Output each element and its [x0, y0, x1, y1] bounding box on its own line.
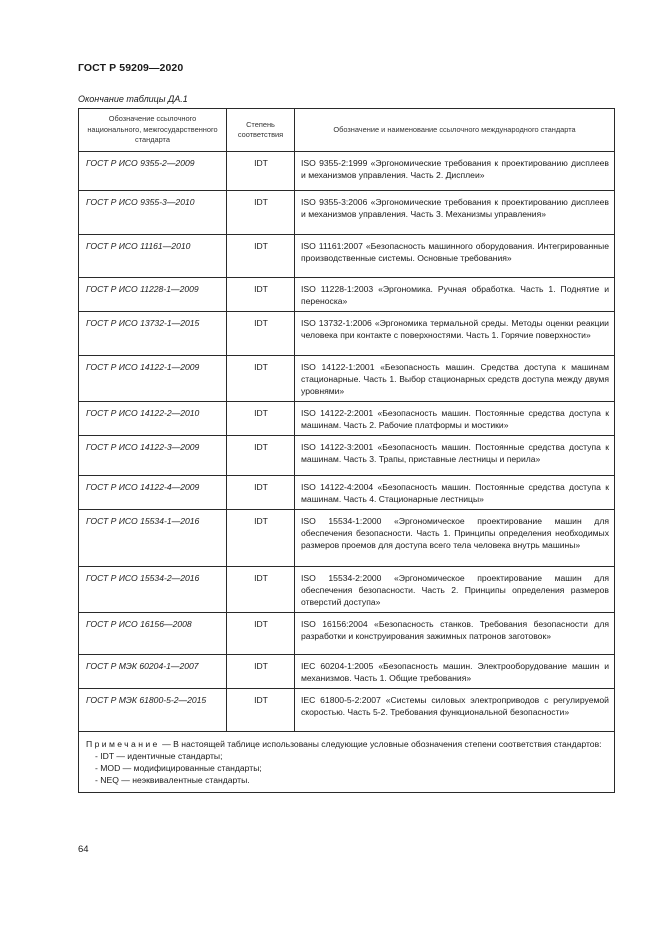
- national-standard-cell: ГОСТ Р МЭК 61800-5-2—2015: [79, 689, 227, 732]
- column-header-national: Обозначение ссылочного национального, межгосударственного стандарта: [79, 109, 227, 152]
- degree-cell: IDT: [227, 613, 295, 655]
- national-standard-cell: ГОСТ Р ИСО 9355-3—2010: [79, 191, 227, 235]
- table-row: [79, 613, 615, 655]
- reference-standards-table: [78, 108, 615, 793]
- table-row: [79, 312, 615, 356]
- national-standard-cell: ГОСТ Р ИСО 13732-1—2015: [79, 312, 227, 356]
- national-standard-cell: ГОСТ Р ИСО 15534-2—2016: [79, 567, 227, 613]
- note-item-mod: - MOD — модифицированные стандарты;: [95, 763, 262, 773]
- table-note-row: [79, 732, 615, 793]
- table-caption: Окончание таблицы ДА.1: [78, 94, 188, 104]
- national-standard-cell: ГОСТ Р ИСО 9355-2—2009: [79, 152, 227, 191]
- international-standard-cell: ISO 14122-4:2004 «Безопасность машин. Постоянные средства доступа к машинам. Часть 4. Стационарные лестницы»: [295, 476, 615, 510]
- international-standard-cell: ISO 14122-3:2001 «Безопасность машин. Постоянные средства доступа к машинам. Часть 3. Трапы, приставные лестницы и перила»: [295, 436, 615, 476]
- table-row: [79, 152, 615, 191]
- international-standard-cell: ISO 13732-1:2006 «Эргономика термальной среды. Методы оценки реакции человека при контакте с поверхностями. Часть 1. Горячие поверхности»: [295, 312, 615, 356]
- international-standard-cell: ISO 16156:2004 «Безопасность станков. Требования безопасности для разработки и конструирования зажимных патронов заготовок»: [295, 613, 615, 655]
- table-row: [79, 510, 615, 567]
- note-item-neq: - NEQ — неэквивалентные стандарты.: [95, 775, 250, 785]
- column-header-degree: Степень соответствия: [227, 109, 295, 152]
- column-header-international: Обозначение и наименование ссылочного международного стандарта: [295, 109, 615, 152]
- degree-cell: IDT: [227, 402, 295, 436]
- degree-cell: IDT: [227, 436, 295, 476]
- international-standard-cell: ISO 9355-3:2006 «Эргономические требования к проектированию дисплеев и механизмов управления. Часть 3. Механизмы управления»: [295, 191, 615, 235]
- table-row: [79, 278, 615, 312]
- international-standard-cell: IEC 61800-5-2:2007 «Системы силовых электроприводов с регулируемой скоростью. Часть 5-2. Требования функциональной безопасности»: [295, 689, 615, 732]
- national-standard-cell: ГОСТ Р ИСО 14122-3—2009: [79, 436, 227, 476]
- page-number: 64: [78, 844, 89, 855]
- degree-cell: IDT: [227, 278, 295, 312]
- international-standard-cell: ISO 14122-2:2001 «Безопасность машин. Постоянные средства доступа к машинам. Часть 2. Рабочие платформы и мостики»: [295, 402, 615, 436]
- table-row: [79, 235, 615, 278]
- table-note: [79, 732, 615, 793]
- degree-cell: IDT: [227, 476, 295, 510]
- degree-cell: IDT: [227, 655, 295, 689]
- degree-cell: IDT: [227, 152, 295, 191]
- table-row: [79, 436, 615, 476]
- table-header-row: [79, 109, 615, 152]
- international-standard-cell: ISO 14122-1:2001 «Безопасность машин. Средства доступа к машинам стационарные. Часть 1. Выбор стационарных средств доступа между двумя уровнями»: [295, 356, 615, 402]
- national-standard-cell: ГОСТ Р ИСО 14122-1—2009: [79, 356, 227, 402]
- degree-cell: IDT: [227, 191, 295, 235]
- table-row: [79, 689, 615, 732]
- table-row: [79, 567, 615, 613]
- national-standard-cell: ГОСТ Р ИСО 16156—2008: [79, 613, 227, 655]
- note-label: Примечание: [86, 739, 160, 749]
- table-row: [79, 476, 615, 510]
- international-standard-cell: ISO 15534-2:2000 «Эргономическое проектирование машин для обеспечения безопасности. Часть 2. Принципы определения размеров отверстий доступа»: [295, 567, 615, 613]
- national-standard-cell: ГОСТ Р ИСО 15534-1—2016: [79, 510, 227, 567]
- national-standard-cell: ГОСТ Р ИСО 11161—2010: [79, 235, 227, 278]
- international-standard-cell: IEC 60204-1:2005 «Безопасность машин. Электрооборудование машин и механизмов. Часть 1. Общие требования»: [295, 655, 615, 689]
- international-standard-cell: ISO 11161:2007 «Безопасность машинного оборудования. Интегрированные производственные системы. Основные требования»: [295, 235, 615, 278]
- degree-cell: IDT: [227, 567, 295, 613]
- document-code: ГОСТ Р 59209—2020: [78, 62, 184, 74]
- degree-cell: IDT: [227, 689, 295, 732]
- international-standard-cell: ISO 15534-1:2000 «Эргономическое проектирование машин для обеспечения безопасности. Часть 1. Принципы определения необходимых размеров проемов для доступа всего тела человека внутрь машины»: [295, 510, 615, 567]
- degree-cell: IDT: [227, 510, 295, 567]
- note-text: — В настоящей таблице использованы следующие условные обозначения степени соответствия стандартов:: [162, 739, 602, 749]
- national-standard-cell: ГОСТ Р ИСО 14122-4—2009: [79, 476, 227, 510]
- note-item-idt: - IDT — идентичные стандарты;: [95, 751, 223, 761]
- international-standard-cell: ISO 9355-2:1999 «Эргономические требования к проектированию дисплеев и механизмов управления. Часть 2. Дисплеи»: [295, 152, 615, 191]
- national-standard-cell: ГОСТ Р МЭК 60204-1—2007: [79, 655, 227, 689]
- table-row: [79, 356, 615, 402]
- international-standard-cell: ISO 11228-1:2003 «Эргономика. Ручная обработка. Часть 1. Поднятие и переноска»: [295, 278, 615, 312]
- degree-cell: IDT: [227, 312, 295, 356]
- table-row: [79, 191, 615, 235]
- table-row: [79, 655, 615, 689]
- degree-cell: IDT: [227, 235, 295, 278]
- national-standard-cell: ГОСТ Р ИСО 11228-1—2009: [79, 278, 227, 312]
- table-row: [79, 402, 615, 436]
- national-standard-cell: ГОСТ Р ИСО 14122-2—2010: [79, 402, 227, 436]
- degree-cell: IDT: [227, 356, 295, 402]
